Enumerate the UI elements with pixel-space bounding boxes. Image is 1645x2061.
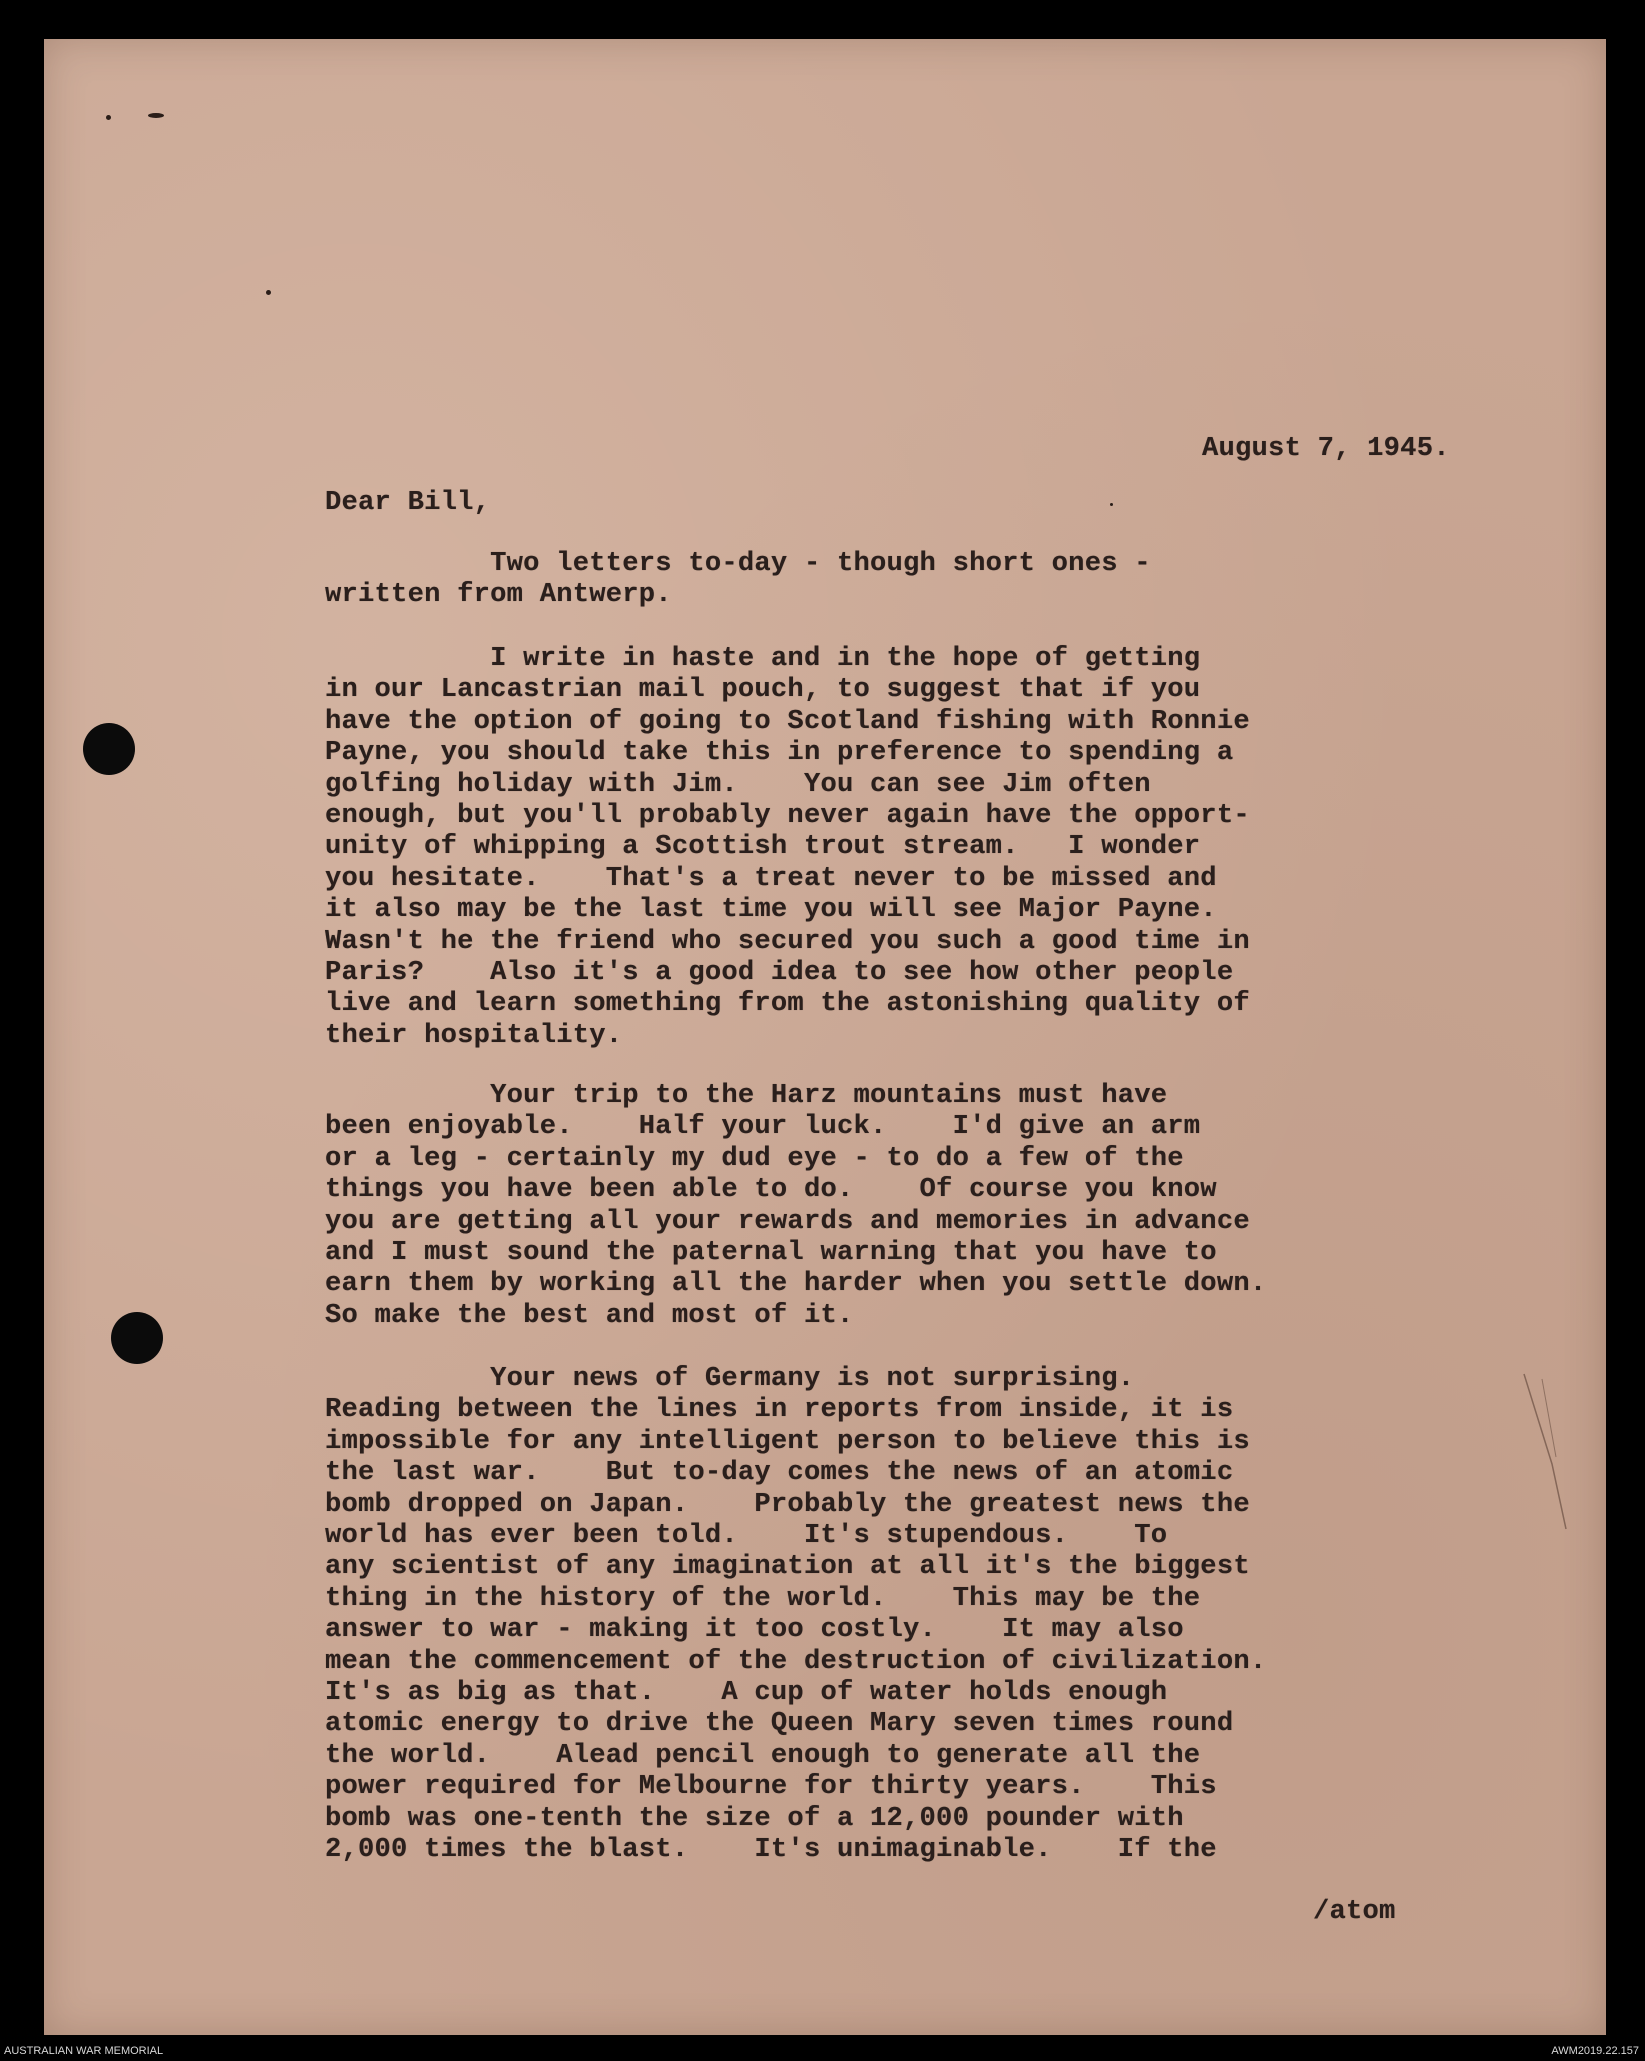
ink-speck [106,115,111,120]
ink-speck [266,290,271,295]
letter-paragraph-2: I write in haste and in the hope of getting in our Lancastrian mail pouch, to suggest that if you have the option of going to Scotland fishing with Ronnie Payne, you should take this in preference to spending a golfing holiday with Jim. You can see Jim often enough, but you'll probably never again have the opport- unity of whipping a Scottish trout stream. I wonder you hesitate. That's a treat never to be missed and it also may be the last time you will see Major Payne. Wasn't he the friend who secured you such a good time in Paris? Also it's a good idea to see how other people live and learn something from the astonishing quality of their hospitality. [325,643,1250,1051]
archive-footer [0,2042,1645,2061]
punch-hole-lower [111,1312,163,1364]
footer-institution: AUSTRALIAN WAR MEMORIAL [4,2045,164,2057]
letter-salutation: Dear Bill, [325,487,491,518]
punch-hole-upper [83,723,135,775]
ink-speck [148,113,164,118]
letter-paragraph-4: Your news of Germany is not surprising. Reading between the lines in reports from inside, it is impossible for any intelligent person to believe this is the last war. But to-day comes the news of an atomic bomb dropped on Japan. Probably the greatest news the world has ever been told. It's stupendous. To any scientist of any imagination at all it's the biggest thing in the history of the world. This may be the answer to war - making it too costly. It may also mean the commencement of the destruction of civilization. It's as big as that. A cup of water holds enough atomic energy to drive the Queen Mary seven times round the world. Alead pencil enough to generate all the power required for Melbourne for thirty years. This bomb was one-tenth the size of a 12,000 pounder with 2,000 times the blast. It's unimaginable. If the [325,1363,1267,1866]
continuation-catchword: /atom [1313,1896,1396,1927]
footer-accession-number: AWM2019.22.157 [1551,2045,1639,2057]
ink-speck [1110,503,1113,506]
letter-date: August 7, 1945. [1202,433,1450,464]
paper-crease-marks [1522,1369,1582,1569]
letter-paragraph-3: Your trip to the Harz mountains must have been enjoyable. Half your luck. I'd give an arm or a leg - certainly my dud eye - to do a few of the things you have been able to do. Of course you know you are getting all your rewards and memories in advance and I must sound the paternal warning that you have to earn them by working all the harder when you settle down. So make the best and most of it. [325,1080,1267,1331]
letter-paragraph-1: Two letters to-day - though short ones - written from Antwerp. [325,548,1151,611]
